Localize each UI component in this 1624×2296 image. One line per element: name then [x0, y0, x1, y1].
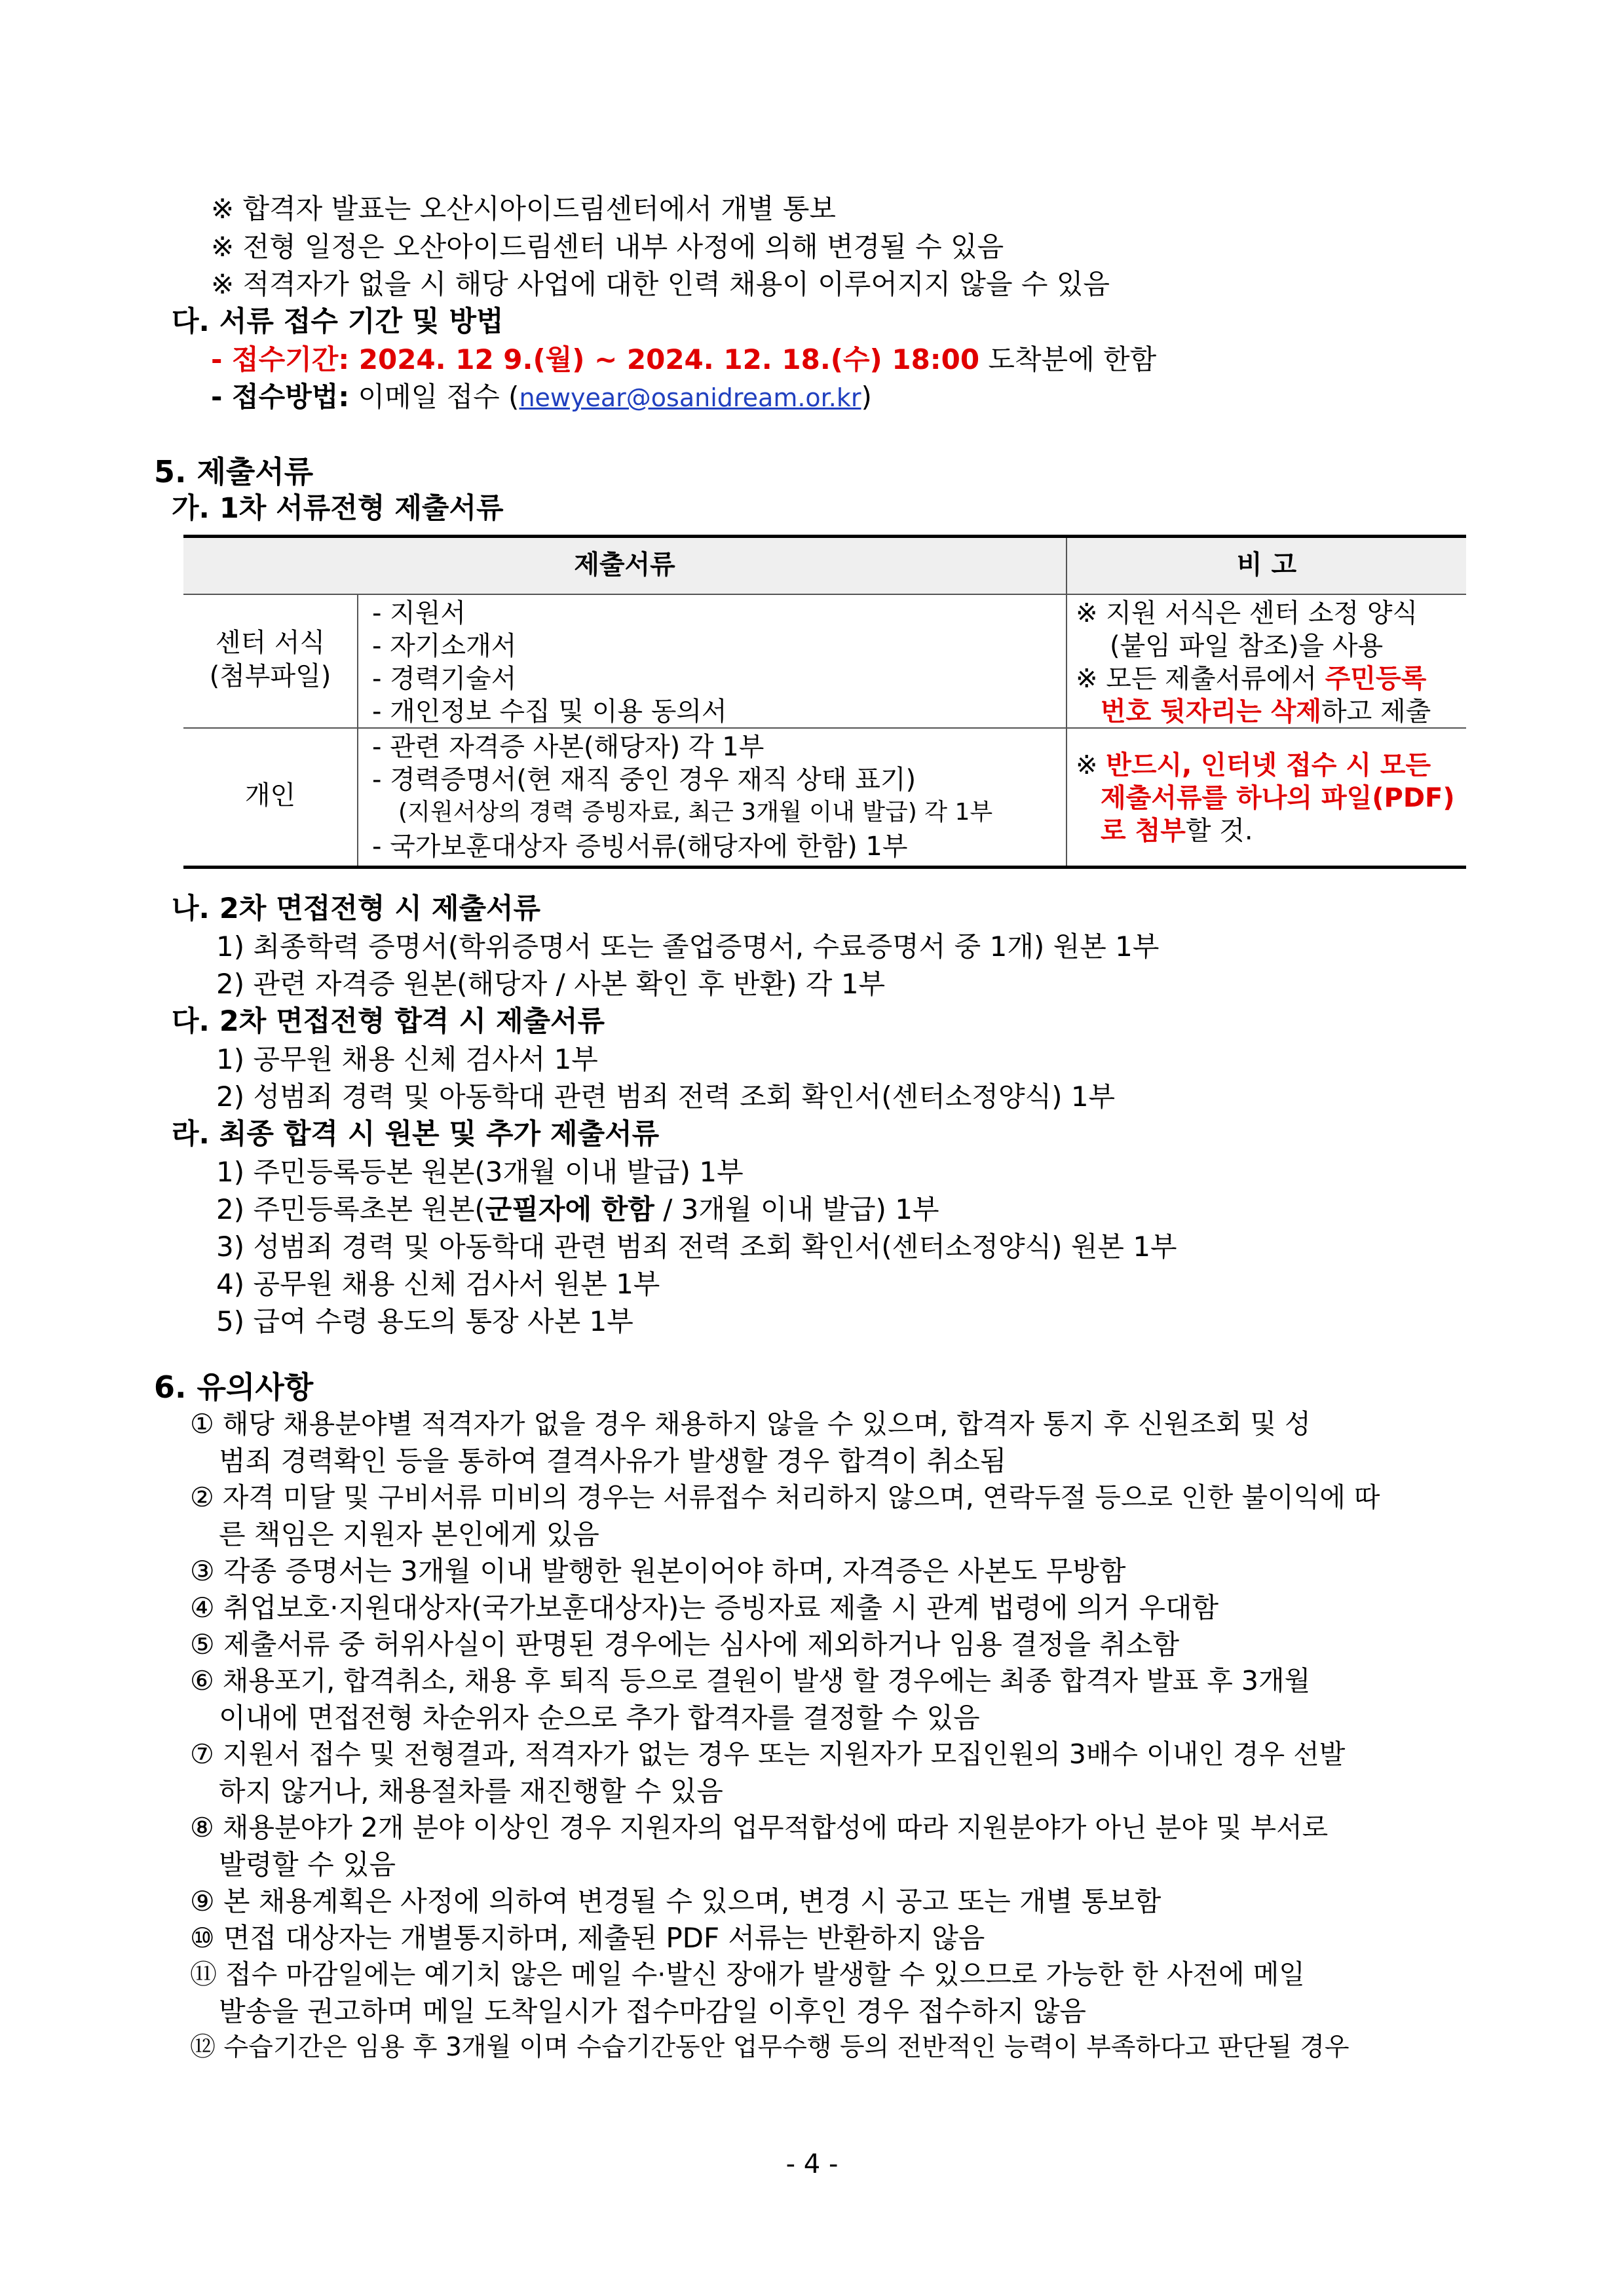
note-line: ※ 합격자 발표는 오산시아이드림센터에서 개별 통보 — [211, 193, 836, 225]
table-row-item: - 자기소개서 — [372, 631, 517, 661]
method-line — [211, 383, 872, 411]
note-line: ※ 적격자가 없을 시 해당 사업에 대한 인력 채용이 이루어지지 않을 수 있음 — [211, 268, 1110, 300]
documents-table — [183, 535, 1466, 869]
category-personal: 개인 — [244, 780, 296, 811]
list-item: 5) 급여 수령 용도의 통장 사본 1부 — [216, 1305, 633, 1337]
sub-heading-ra: 라. 최종 합격 시 원본 및 추가 제출서류 — [172, 1118, 660, 1151]
list-item: 1) 주민등록등본 원본(3개월 이내 발급) 1부 — [216, 1156, 744, 1188]
page-number: - 4 - — [785, 2149, 839, 2179]
list-item: 4) 공무원 채용 신체 검사서 원본 1부 — [216, 1268, 660, 1300]
ra-2-pre: 2) 주민등록초본 원본( — [216, 1193, 485, 1225]
period-suffix: 도착분에 한함 — [979, 343, 1157, 375]
ra-2-post: / 3개월 이내 발급) 1부 — [654, 1193, 939, 1225]
header-docs: 제출서류 — [574, 550, 675, 580]
caution-item: ① 해당 채용분야별 적격자가 없을 경우 채용하지 않을 수 있으며, 합격자 통지 후 신원조회 및 성 — [190, 1408, 1311, 1440]
section-heading-da: 다. 서류 접수 기간 및 방법 — [172, 305, 504, 338]
caution-item: ④ 취업보호·지원대상자(국가보훈대상자)는 증빙자료 제출 시 관계 법령에 의거 우대함 — [190, 1592, 1219, 1624]
table-row-item: - 경력증명서(현 재직 중인 경우 재직 상태 표기) — [372, 765, 916, 795]
caution-item: ⑤ 제출서류 중 허위사실이 판명된 경우에는 심사에 제외하거나 임용 결정을 취소함 — [190, 1628, 1180, 1660]
note-redact — [1076, 666, 1426, 692]
note-redact-red-2: 번호 뒷자리는 삭제 — [1101, 697, 1321, 727]
caution-item-cont: 이내에 면접전형 차순위자 순으로 추가 합격자를 결정할 수 있음 — [219, 1702, 980, 1734]
note-pdf-prefix: ※ — [1076, 750, 1106, 780]
table-row-item: - 관련 자격증 사본(해당자) 각 1부 — [372, 732, 765, 762]
note-redact-text: ※ 모든 제출서류에서 — [1076, 664, 1325, 694]
note-pdf-red-3: 로 첨부 — [1101, 816, 1186, 846]
method-close: ) — [861, 381, 872, 413]
table-row-item: (지원서상의 경력 증빙자료, 최근 3개월 이내 발급) 각 1부 — [398, 799, 993, 826]
caution-item: ⑧ 채용분야가 2개 분야 이상인 경우 지원자의 업무적합성에 따라 지원분야가 아닌 분야 및 부서로 — [190, 1812, 1329, 1843]
note-redact-2 — [1101, 698, 1431, 725]
section-heading-6: 6. 유의사항 — [154, 1369, 314, 1405]
caution-item: ⑫ 수습기간은 임용 후 3개월 이며 수습기간동안 업무수행 등의 전반적인 능력이 부족하다고 판단될 경우 — [190, 2033, 1350, 2062]
period-line — [211, 343, 1157, 375]
caution-item: ⑦ 지원서 접수 및 전형결과, 적격자가 없는 경우 또는 지원자가 모집인원의 3배수 이내인 경우 선발 — [190, 1738, 1346, 1770]
section-heading-5: 5. 제출서류 — [154, 454, 314, 489]
list-item: 1) 공무원 채용 신체 검사서 1부 — [216, 1043, 598, 1075]
list-item: 3) 성범죄 경력 및 아동학대 관련 범죄 전력 조회 확인서(센터소정양식) 원본 1부 — [216, 1231, 1177, 1263]
table-row-item: - 국가보훈대상자 증빙서류(해당자에 한함) 1부 — [372, 832, 908, 862]
caution-item-cont: 발송을 권고하며 메일 도착일시가 접수마감일 이후인 경우 접수하지 않음 — [219, 1995, 1086, 2027]
caution-item: ⑨ 본 채용계획은 사정에 의하여 변경될 수 있으며, 변경 시 공고 또는 개별 통보함 — [190, 1885, 1161, 1917]
caution-item: ③ 각종 증명서는 3개월 이내 발행한 원본이어야 하며, 자격증은 사본도 무방함 — [190, 1555, 1126, 1587]
note-line: ※ 전형 일정은 오산아이드림센터 내부 사정에 의해 변경될 수 있음 — [211, 231, 1004, 263]
method-text: 이메일 접수 ( — [349, 381, 519, 413]
category-center-form-sub: (첨부파일) — [209, 661, 331, 691]
note-redact-red: 주민등록 — [1325, 664, 1427, 694]
category-center-form: 센터 서식 — [215, 628, 326, 658]
caution-item-cont: 발령할 수 있음 — [219, 1848, 396, 1881]
sub-heading-na: 나. 2차 면접전형 시 제출서류 — [172, 892, 541, 925]
caution-item-cont: 하지 않거나, 채용절차를 재진행할 수 있음 — [219, 1775, 723, 1807]
caution-item-cont: 범죄 경력확인 등을 통하여 결격사유가 발생할 경우 합격이 취소됨 — [219, 1445, 1007, 1477]
table-row-item: - 경력기술서 — [372, 664, 517, 694]
sub-heading-da2: 다. 2차 면접전형 합격 시 제출서류 — [172, 1005, 605, 1038]
note-form-sub: (붙임 파일 참조)을 사용 — [1110, 631, 1384, 661]
note-redact-text-2: 하고 제출 — [1321, 697, 1431, 727]
table-row-item: - 지원서 — [372, 598, 466, 628]
list-item: 2) 관련 자격증 원본(해당자 / 사본 확인 후 반환) 각 1부 — [216, 968, 886, 1000]
list-item — [216, 1193, 939, 1225]
period-label: - 접수기간: 2024. 12 9.(월) ~ 2024. 12. 18.(수) 18:00 — [211, 343, 980, 375]
ra-2-bold: 군필자에 한함 — [485, 1193, 654, 1225]
caution-item-cont: 른 책임은 지원자 본인에게 있음 — [219, 1518, 599, 1550]
note-pdf-red-1: 반드시, 인터넷 접수 시 모든 — [1106, 750, 1431, 780]
table-row-item: - 개인정보 수집 및 이용 동의서 — [372, 697, 727, 727]
note-pdf-text: 할 것. — [1185, 816, 1253, 846]
list-item: 1) 최종학력 증명서(학위증명서 또는 졸업증명서, 수료증명서 중 1개) 원본 1부 — [216, 930, 1160, 963]
sub-heading-ga: 가. 1차 서류전형 제출서류 — [172, 492, 504, 525]
header-note: 비 고 — [1236, 550, 1297, 580]
caution-item: ② 자격 미달 및 구비서류 미비의 경우는 서류접수 처리하지 않으며, 연락두절 등으로 인한 불이익에 따 — [190, 1482, 1380, 1513]
note-form: ※ 지원 서식은 센터 소정 양식 — [1076, 598, 1418, 628]
note-pdf-3 — [1101, 818, 1253, 844]
email-link[interactable]: newyear@osanidream.or.kr — [519, 383, 861, 412]
method-label: - 접수방법: — [211, 381, 350, 413]
note-pdf — [1076, 752, 1431, 778]
caution-item: ⑥ 채용포기, 합격취소, 채용 후 퇴직 등으로 결원이 발생 할 경우에는 최종 합격자 발표 후 3개월 — [190, 1665, 1311, 1696]
note-pdf-red-2: 제출서류를 하나의 파일(PDF) — [1101, 783, 1455, 813]
caution-item: ⑩ 면접 대상자는 개별통지하며, 제출된 PDF 서류는 반환하지 않음 — [190, 1922, 985, 1954]
caution-item: ⑪ 접수 마감일에는 예기치 않은 메일 수·발신 장애가 발생할 수 있으므로 가능한 한 사전에 메일 — [190, 1959, 1305, 1990]
list-item: 2) 성범죄 경력 및 아동학대 관련 범죄 전력 조회 확인서(센터소정양식) 1부 — [216, 1081, 1116, 1113]
